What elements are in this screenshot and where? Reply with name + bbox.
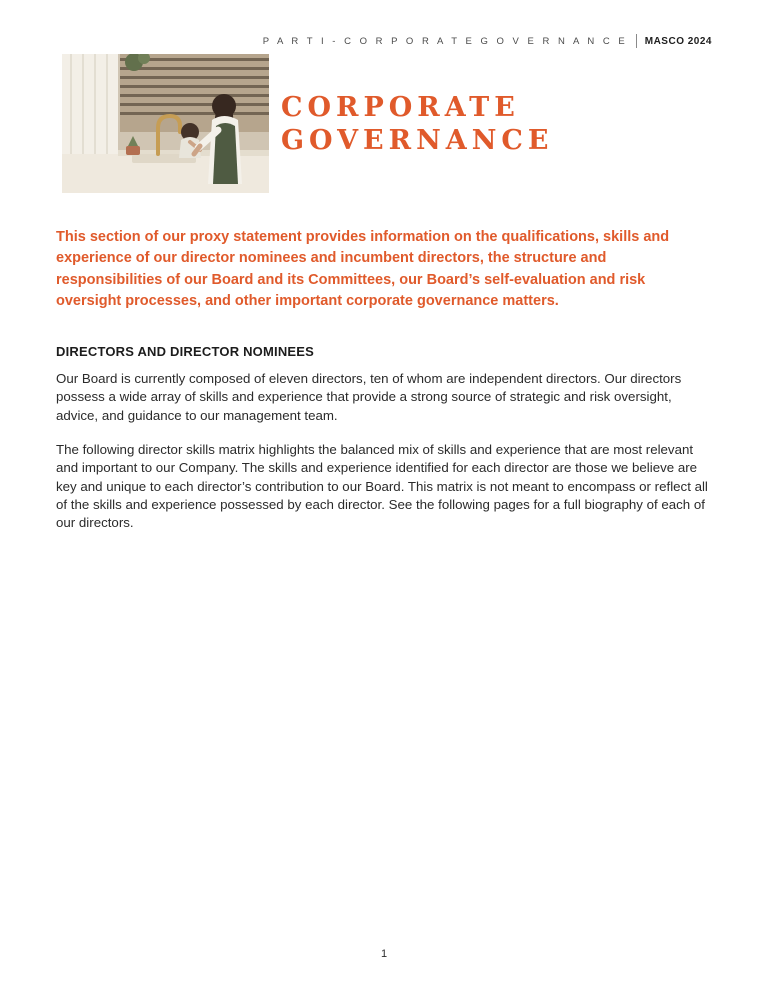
part-label: P A R T I - C O R P O R A T E G O V E R N A N C E	[262, 35, 628, 47]
header-divider	[636, 34, 637, 48]
kitchen-photo-illustration	[62, 54, 269, 193]
page-header	[263, 34, 712, 48]
intro-paragraph: This section of our proxy statement provides information on the qualifications, skills and experience of our director nominees and incumbent directors, the structure and responsibilities of our Board and its Committees, our Board’s self-evaluation and risk oversight processes, and other important corporate governance matters.	[56, 229, 670, 309]
page-title-line2: GOVERNANCE	[281, 124, 554, 156]
section-heading: DIRECTORS AND DIRECTOR NOMINEES	[56, 344, 315, 359]
page-title	[281, 92, 553, 158]
body-paragraph-2: The following director skills matrix highlights the balanced mix of skills and experience that are most relevant and important to our Company. The skills and experience identified for each director are those we believe are key and unique to each director’s contribution to our Board. This matrix is not meant to encompass or reflect all of the skills and experience possessed by each director. See the following pages for a full biography of each of our directors.	[56, 442, 708, 531]
body-paragraph-1: Our Board is currently composed of eleven directors, ten of whom are independent directors. Our directors possess a wide array of skills and experience that provide a strong source of strategic and risk oversight, advice, and guidance to our management team.	[56, 371, 682, 423]
page-number: 1	[380, 948, 388, 960]
brand-label: MASCO 2024	[644, 35, 712, 47]
page-title-line1: CORPORATE	[281, 92, 520, 123]
kitchen-photo	[62, 54, 269, 193]
